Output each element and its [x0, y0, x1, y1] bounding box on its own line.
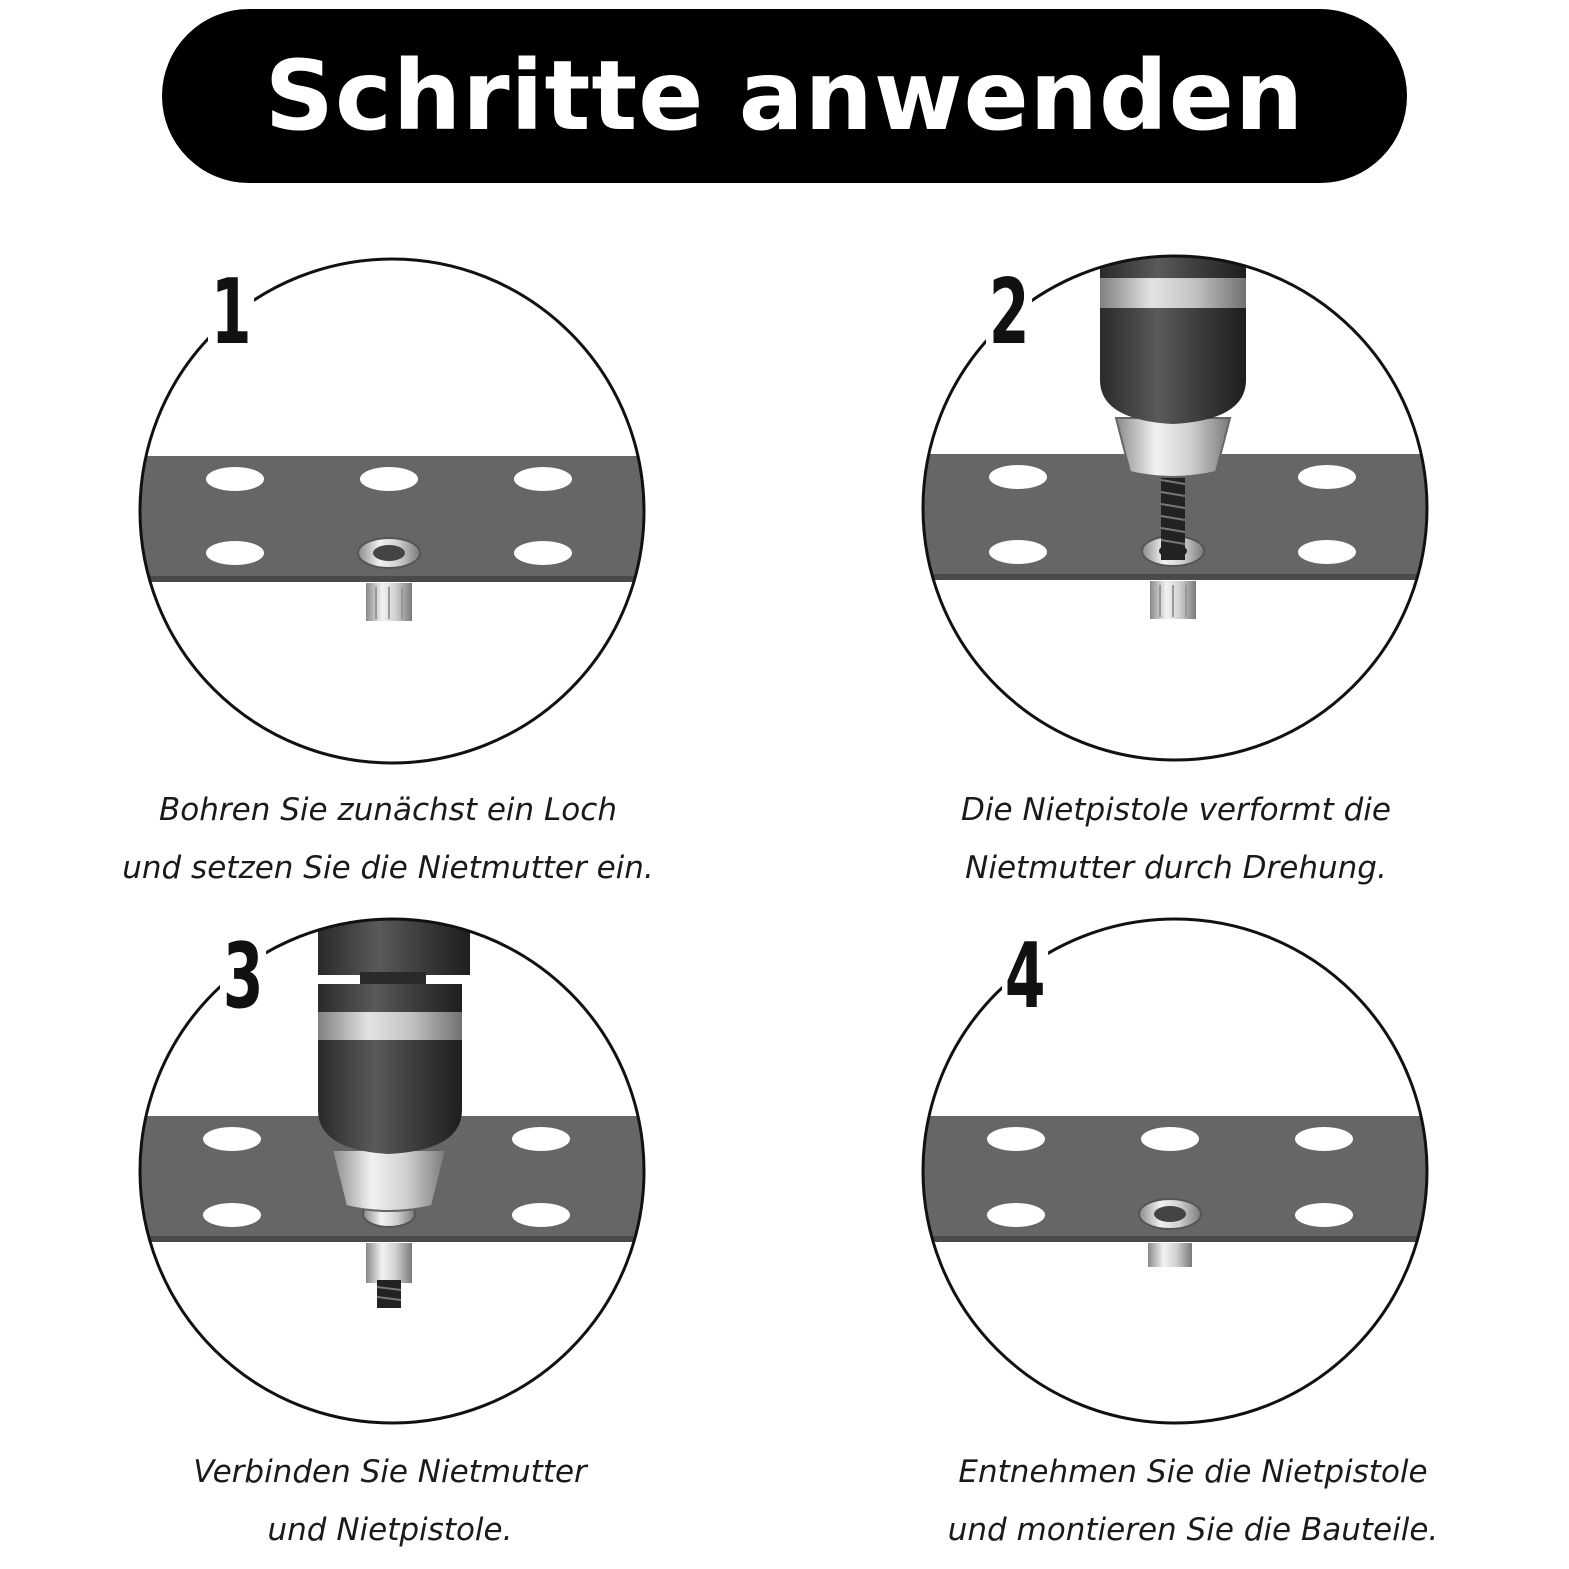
tool-nose: [1116, 418, 1230, 477]
step-4-illustration: [915, 919, 1435, 1423]
step-1-caption: [68, 781, 708, 897]
step-1-caption-line-1: Bohren Sie zunächst ein Loch: [159, 792, 617, 828]
step-2-caption-line-1: Die Nietpistole verformt die: [961, 792, 1391, 828]
page-title: Schritte anwenden: [264, 40, 1305, 152]
step-3-number: 3: [220, 932, 266, 1022]
step-3-caption: [70, 1443, 710, 1559]
step-1-caption-line-2: und setzen Sie die Nietmutter ein.: [122, 850, 654, 886]
step-2-caption: [856, 781, 1496, 897]
step-1-number: 1: [208, 268, 254, 358]
step-4-caption-line-2: und montieren Sie die Bauteile.: [947, 1512, 1439, 1548]
rivet-tool-body: [1100, 240, 1246, 424]
step-3-illustration: [130, 915, 660, 1423]
step-3-caption-line-1: Verbinden Sie Nietmutter: [193, 1454, 587, 1490]
step-2-caption-line-2: Nietmutter durch Drehung.: [965, 850, 1387, 886]
step-2-number: 2: [986, 268, 1032, 358]
step-4-number: 4: [1002, 932, 1048, 1022]
step-4-caption: [873, 1443, 1513, 1559]
step-3-caption-line-2: und Nietpistole.: [267, 1512, 513, 1548]
step-4-caption-line-1: Entnehmen Sie die Nietpistole: [958, 1454, 1428, 1490]
